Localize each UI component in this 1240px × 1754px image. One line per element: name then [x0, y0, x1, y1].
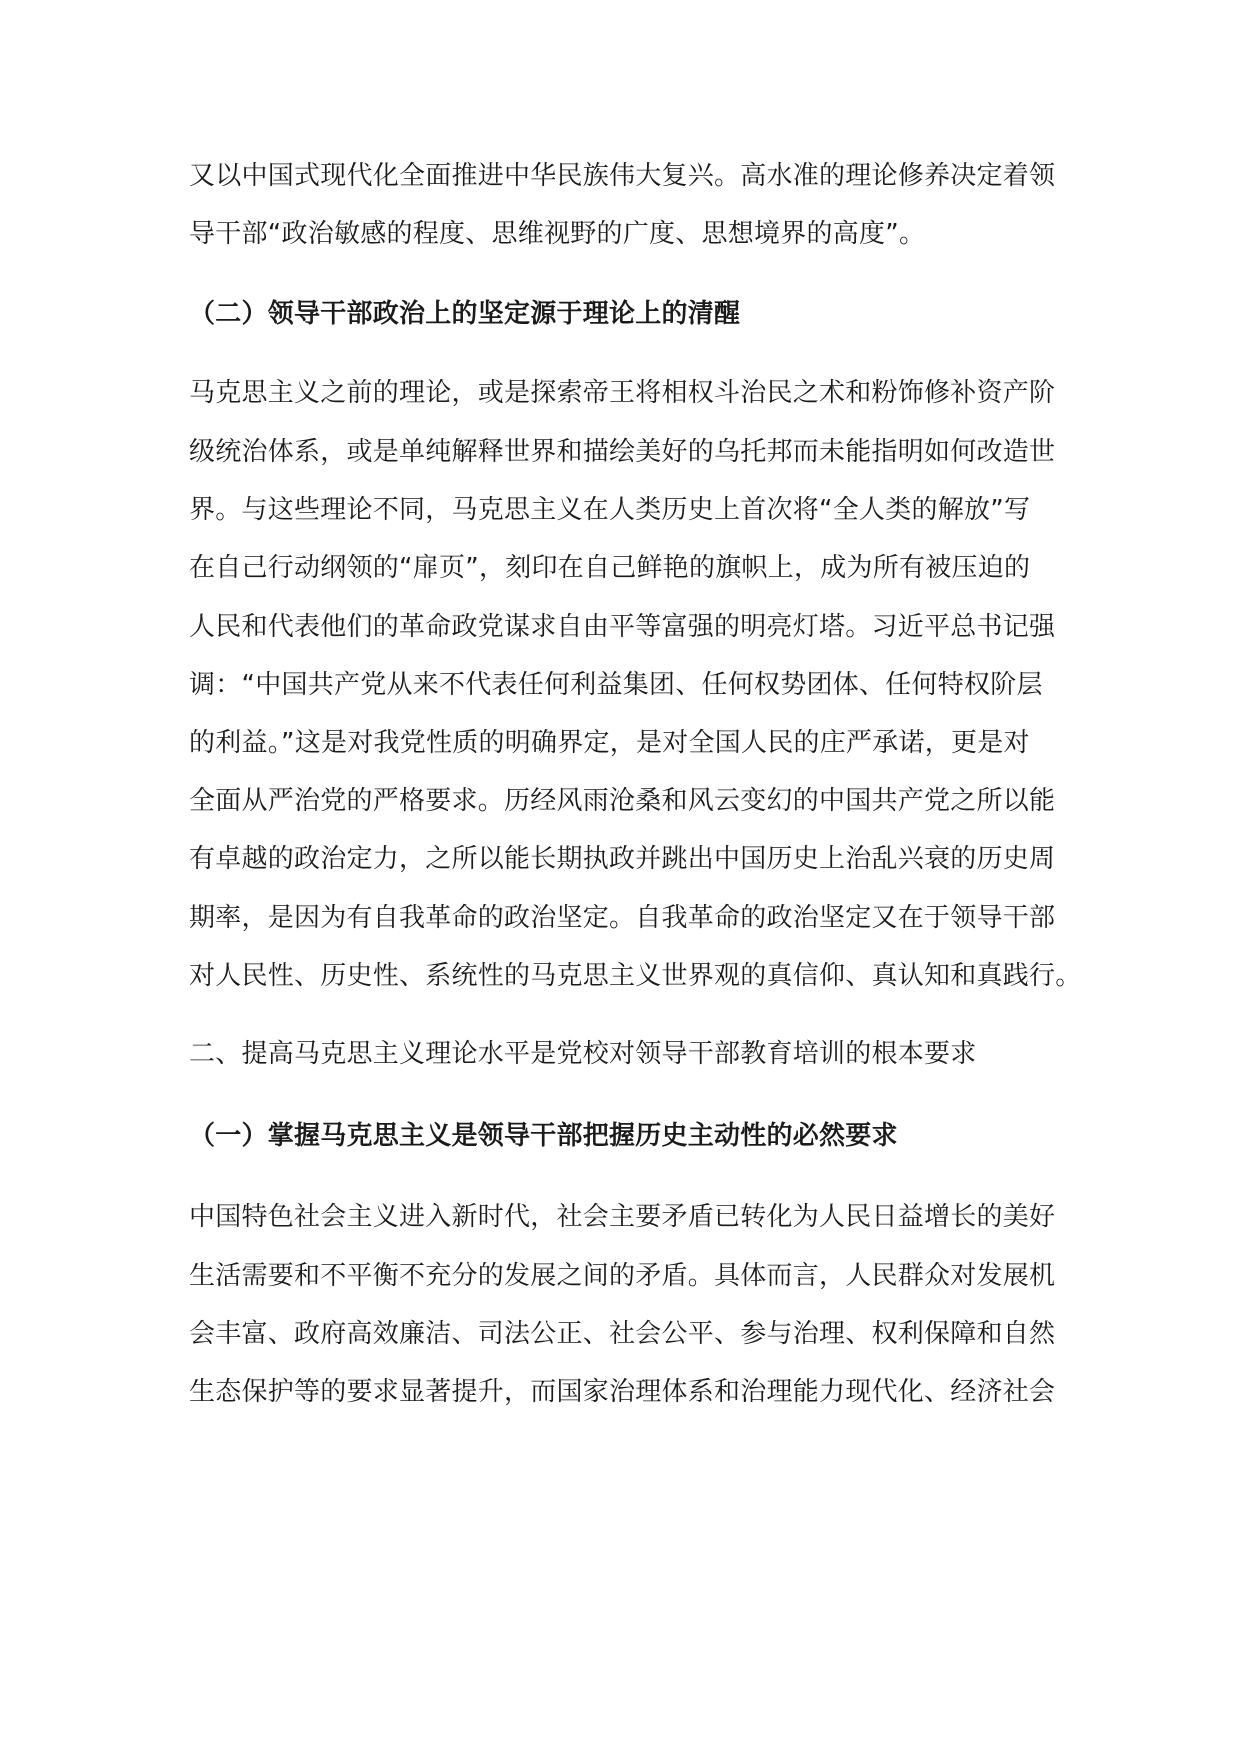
- paragraph-line: 人民和代表他们的革命政党谋求自由平等富强的明亮灯塔。习近平总书记强: [189, 612, 1056, 642]
- section-heading: （一）掌握马克思主义是领导干部把握历史主动性的必然要求: [189, 1121, 898, 1151]
- paragraph-line: 界。与这些理论不同，马克思主义在人类历史上首次将“全人类的解放”写: [189, 495, 1031, 525]
- paragraph-line: 的利益。”这是对我党性质的明确界定，是对全国人民的庄严承诺，更是对: [189, 728, 1030, 758]
- section-heading: （二）领导干部政治上的坚定源于理论上的清醒: [189, 299, 741, 329]
- paragraph-line: 马克思主义之前的理论，或是探索帝王将相权斗治民之术和粉饰修补资产阶: [189, 378, 1056, 408]
- paragraph-line: 导干部“政治敏感的程度、思维视野的广度、思想境界的高度”。: [189, 219, 926, 249]
- paragraph-line: 生活需要和不平衡不充分的发展之间的矛盾。具体而言，人民群众对发展机: [189, 1261, 1056, 1291]
- paragraph-line: 对人民性、历史性、系统性的马克思主义世界观的真信仰、真认知和真践行。: [189, 961, 1082, 991]
- paragraph-line: 级统治体系，或是单纯解释世界和描绘美好的乌托邦而未能指明如何改造世: [189, 437, 1056, 467]
- paragraph-line: 生态保护等的要求显著提升，而国家治理体系和治理能力现代化、经济社会: [189, 1377, 1056, 1407]
- chapter-title: 二、提高马克思主义理论水平是党校对领导干部教育培训的根本要求: [189, 1039, 977, 1069]
- paragraph-line: 调：“中国共产党从来不代表任何利益集团、任何权势团体、任何特权阶层: [189, 670, 1043, 700]
- paragraph-line: 有卓越的政治定力，之所以能长期执政并跳出中国历史上治乱兴衰的历史周: [189, 844, 1056, 874]
- paragraph-line: 在自己行动纲领的“扉页”，刻印在自己鲜艳的旗帜上，成为所有被压迫的: [189, 553, 1031, 583]
- paragraph-line: 中国特色社会主义进入新时代，社会主要矛盾已转化为人民日益增长的美好: [189, 1202, 1056, 1232]
- paragraph-line: 期率，是因为有自我革命的政治坚定。自我革命的政治坚定又在于领导干部: [189, 903, 1056, 933]
- paragraph-line: 全面从严治党的严格要求。历经风雨沧桑和风云变幻的中国共产党之所以能: [189, 786, 1056, 816]
- paragraph-line: 会丰富、政府高效廉洁、司法公正、社会公平、参与治理、权利保障和自然: [189, 1319, 1056, 1349]
- paragraph-line: 又以中国式现代化全面推进中华民族伟大复兴。高水准的理论修养决定着领: [189, 161, 1056, 191]
